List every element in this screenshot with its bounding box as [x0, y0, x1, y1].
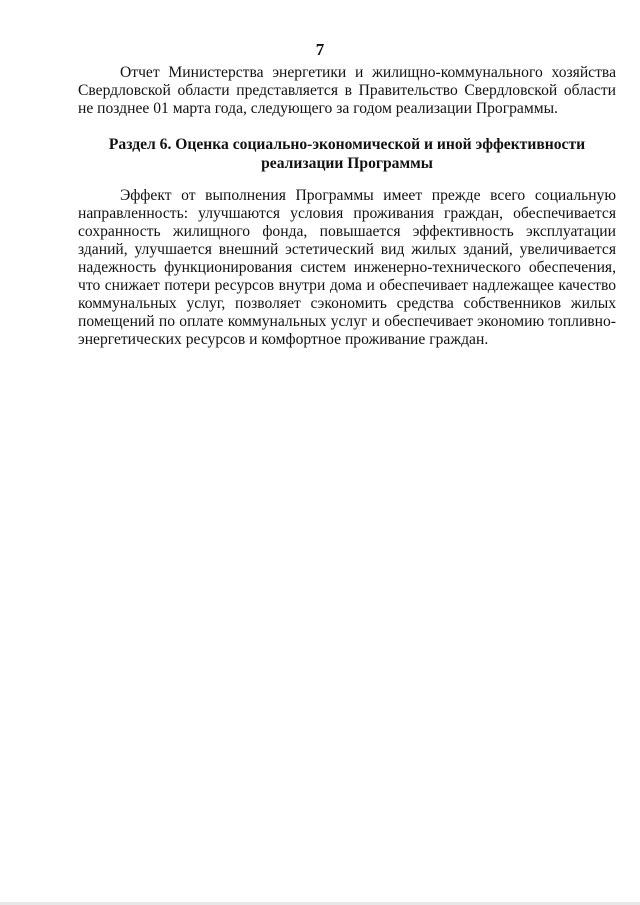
effect-paragraph: Эффект от выполнения Программы имеет прежде всего социальную направленность: улучшаются условия проживания граждан, обеспечивается сохранность жилищного фонда, повышается эффективность эксплуатации зданий, улучшается внешний эстетический вид жилых зданий, увеличивается надежность функционирования систем инженерно-технического обеспечения, что снижает потери ресурсов внутри дома и обеспечивает надлежащее качество коммунальных услуг, позволяет сэкономить средства собственников жилых помещений по оплате коммунальных услуг и обеспечивает экономию топливно-энергетических ресурсов и комфортное проживание граждан.: [78, 187, 616, 348]
section-heading: Раздел 6. Оценка социально-экономической и иной эффективности реализации Программы: [108, 136, 586, 172]
report-paragraph: Отчет Министерства энергетики и жилищно-коммунального хозяйства Свердловской области представляется в Правительство Свердловской области не позднее 01 марта года, следующего за годом реализации Программы.: [78, 64, 616, 117]
page-number: 7: [315, 40, 325, 59]
